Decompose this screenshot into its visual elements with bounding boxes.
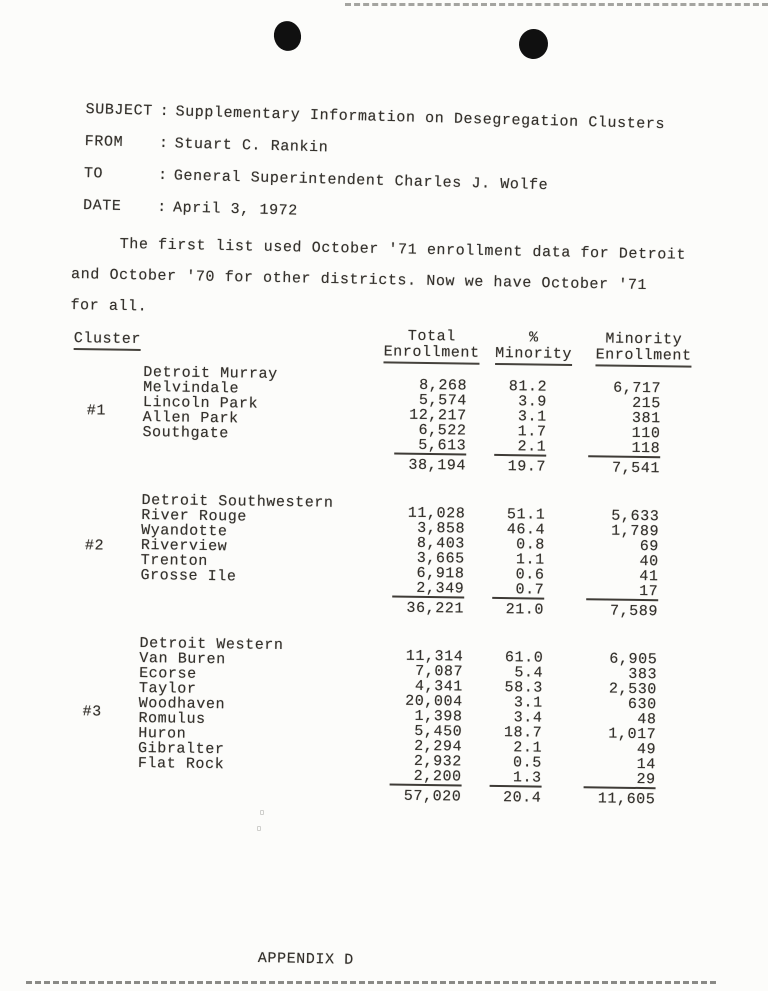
district-name: Allen Park (142, 409, 239, 428)
pct-value: 2.1 (513, 739, 543, 757)
minority-value: 14 (636, 755, 657, 774)
district-name: Ecorse (139, 665, 197, 683)
district-name: Trenton (140, 552, 209, 570)
percent-minority-column (489, 641, 543, 806)
district-names (138, 636, 376, 774)
district-name: Van Buren (139, 650, 226, 669)
column-header-cluster (74, 331, 141, 351)
district-name: Detroit Western (139, 635, 284, 655)
total-value: 2,932 (413, 752, 463, 771)
column-header-text: % (528, 329, 539, 347)
total-enrollment-column (392, 497, 466, 617)
total-value: 5,574 (418, 391, 468, 410)
total-value: 8,268 (419, 376, 468, 395)
column-header-text: Total (407, 327, 456, 346)
paragraph-line: for all. (70, 296, 148, 316)
district-name: Grosse Ile (140, 567, 237, 586)
total-enrollment-column (389, 640, 463, 805)
minority-enrollment-column (586, 499, 660, 619)
total-value: 4,341 (414, 677, 464, 696)
column-header-text: Minority (605, 330, 683, 349)
memo-field-value: Stuart C. Rankin (174, 135, 329, 157)
pct-value: 1.3 (490, 770, 542, 788)
district-name: Lincoln Park (142, 394, 259, 413)
minority-value: 6,717 (613, 379, 662, 398)
pct-value: 1.1 (515, 551, 545, 569)
punch-hole-right (517, 27, 550, 61)
total-value: 6,918 (416, 564, 465, 583)
total-value: 12,217 (409, 406, 467, 425)
punch-hole-left (271, 18, 304, 54)
cluster-group (66, 492, 668, 619)
minority-value: 630 (627, 695, 657, 714)
column-header-text: Minority (495, 346, 572, 366)
district-names (142, 365, 379, 443)
memo-field-value: Supplementary Information on Desegregation Clusters (175, 103, 666, 134)
pct-cluster-total: 21.0 (505, 601, 545, 619)
total-value: 11,314 (405, 647, 464, 666)
pct-value: 2.1 (494, 439, 546, 457)
column-header-percent-minority (495, 330, 572, 366)
pct-cluster-total: 20.4 (502, 789, 542, 807)
district-names (140, 493, 377, 586)
pct-value: 1.7 (517, 423, 547, 441)
minority-value: 48 (637, 710, 657, 729)
total-value: 11,028 (407, 504, 466, 523)
memo-field-separator: : (159, 102, 170, 121)
memo-body-paragraph (70, 228, 712, 333)
pct-value: 3.1 (517, 408, 547, 426)
total-value: 2,200 (390, 769, 462, 787)
cluster-groups (63, 324, 670, 807)
scan-speck (257, 826, 261, 831)
total-cluster-total: 36,221 (406, 599, 465, 618)
pct-value: 81.2 (508, 378, 548, 396)
memo-field-value: General Superintendent Charles J. Wolfe (173, 167, 549, 195)
minority-value: 69 (639, 537, 660, 556)
district-name: Gibralter (137, 739, 225, 759)
pct-value: 0.8 (516, 536, 546, 554)
pct-value: 3.1 (513, 694, 543, 712)
minority-value: 118 (588, 440, 660, 458)
pct-value: 61.0 (504, 649, 544, 667)
total-value: 5,613 (394, 438, 466, 456)
page-edge-bottom-dashed-line (26, 981, 716, 984)
pct-value: 0.5 (512, 754, 543, 772)
total-value: 1,398 (414, 707, 463, 726)
total-value: 7,087 (415, 662, 464, 681)
memo-field-label: FROM (84, 132, 124, 151)
column-header-total-enrollment (383, 328, 479, 364)
minority-value: 215 (632, 394, 662, 413)
minority-enrollment-column (583, 642, 657, 807)
pct-value: 0.7 (492, 582, 544, 600)
minority-value: 6,905 (609, 650, 658, 669)
pct-value: 58.3 (504, 679, 544, 697)
paragraph-line: The first list used October '71 enrollment data for Detroit (119, 235, 687, 264)
district-name: Detroit Southwestern (141, 492, 334, 512)
minority-value: 5,633 (611, 507, 660, 526)
pct-value: 0.6 (515, 566, 545, 584)
percent-minority-column (492, 498, 546, 618)
memo-header (83, 94, 706, 238)
total-cluster-total: 57,020 (403, 787, 462, 806)
minority-value: 40 (639, 552, 659, 571)
cluster-group (63, 635, 665, 807)
minority-enrollment-column (588, 371, 661, 476)
cluster-id: #1 (86, 401, 107, 420)
district-name: Riverview (140, 537, 228, 556)
minority-value: 1,017 (608, 725, 657, 744)
appendix-label: APPENDIX D (257, 950, 354, 969)
minority-value: 2,530 (608, 680, 658, 699)
minority-cluster-total: 7,541 (611, 459, 661, 478)
memo-field-separator: : (157, 198, 168, 217)
district-name: Romulus (138, 709, 206, 728)
page-edge-top-dashed-line (345, 3, 768, 6)
total-value: 20,004 (405, 692, 463, 711)
memo-field-separator: : (158, 134, 169, 153)
district-name: Southgate (142, 424, 230, 443)
cluster-id: #2 (84, 537, 105, 555)
minority-value: 29 (584, 771, 656, 789)
minority-value: 41 (639, 567, 659, 586)
column-header-text: Enrollment (383, 344, 479, 364)
district-name: Detroit Murray (143, 364, 278, 383)
minority-value: 110 (631, 424, 661, 443)
pct-value: 3.4 (513, 709, 543, 727)
pct-cluster-total: 19.7 (507, 458, 547, 476)
column-header-text: Cluster (74, 331, 141, 351)
district-name: Woodhaven (138, 694, 226, 714)
district-name: Taylor (138, 679, 197, 698)
minority-cluster-total: 7,589 (609, 602, 659, 621)
district-name: Huron (138, 724, 187, 743)
pct-value: 18.7 (503, 724, 543, 742)
cluster-id: #3 (82, 702, 102, 720)
district-name: Wyandotte (141, 522, 228, 541)
total-enrollment-column (394, 369, 467, 474)
scan-speck (260, 810, 264, 815)
total-value: 2,349 (392, 581, 464, 599)
memo-field-separator: : (157, 166, 168, 185)
total-value: 5,450 (414, 722, 463, 741)
pct-value: 46.4 (506, 521, 546, 539)
district-name: Flat Rock (137, 754, 225, 774)
cluster-enrollment-table (63, 324, 692, 831)
total-value: 2,294 (414, 737, 463, 756)
pct-value: 51.1 (506, 506, 546, 524)
cluster-group (68, 364, 669, 476)
minority-value: 381 (631, 409, 661, 428)
minority-value: 1,789 (611, 522, 660, 541)
pct-value: 3.9 (518, 393, 548, 411)
percent-minority-column (494, 370, 547, 475)
total-value: 8,403 (416, 534, 466, 553)
pct-value: 5.4 (514, 664, 544, 682)
paragraph-line: and October '70 for other districts. Now we have October '71 (70, 265, 648, 295)
memo-field-value: April 3, 1972 (172, 199, 299, 220)
district-name: River Rouge (141, 507, 248, 526)
minority-value: 383 (628, 665, 658, 684)
column-header-minority-enrollment (595, 331, 691, 367)
total-value: 3,665 (416, 549, 465, 568)
column-header-text: Enrollment (595, 347, 691, 367)
district-name: Melvindale (143, 379, 240, 398)
memo-field-label: DATE (82, 196, 122, 215)
total-cluster-total: 38,194 (408, 456, 467, 475)
memo-field-label: SUBJECT (85, 100, 154, 120)
total-value: 3,858 (417, 519, 466, 538)
minority-cluster-total: 11,605 (597, 790, 656, 809)
total-value: 6,522 (418, 421, 467, 440)
minority-value: 17 (586, 583, 658, 601)
minority-value: 49 (636, 740, 657, 759)
memo-field-label: TO (83, 164, 104, 183)
